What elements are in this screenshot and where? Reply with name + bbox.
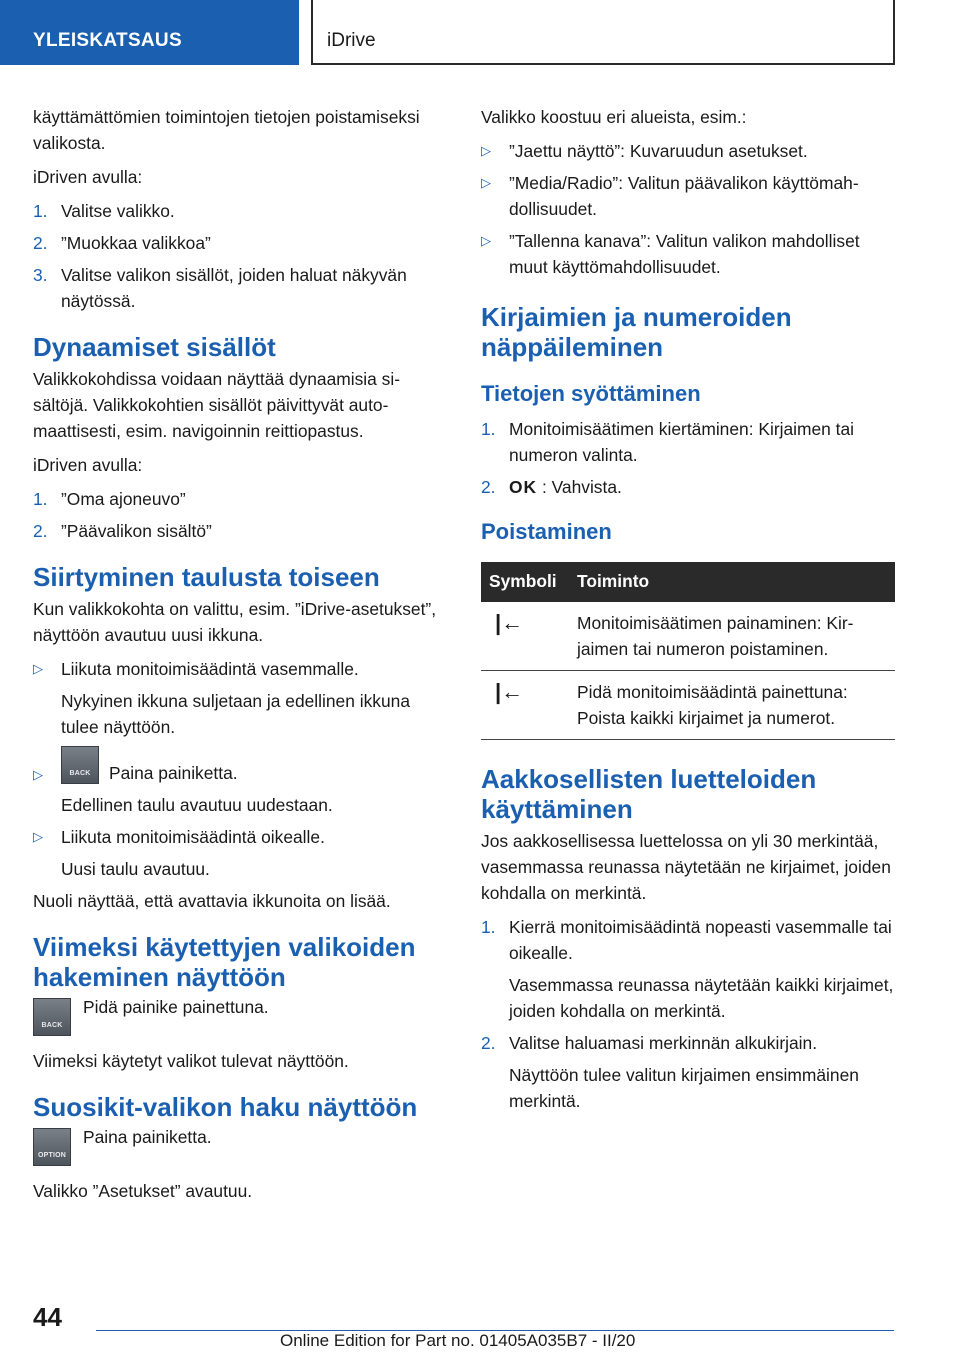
bullet-item: ▷ ”Tallenna kanava”: Valitun valikon mahdolliset muut käyttömahdollisuudet. — [481, 228, 897, 280]
paragraph: Kun valikkokohta on valittu, esim. ”iDrive-asetukset”, näyttöön avautuu uusi ikkuna. — [33, 599, 437, 645]
bullet-item: ▷ BACK Paina painiketta. — [33, 746, 443, 786]
heading-siirtyminen: Siirtyminen taulusta toiseen — [33, 562, 380, 592]
page-number: 44 — [33, 1302, 62, 1332]
list-item: 1. Kierrä monitoimisäädintä nopeasti vasemmalle tai oikealle. — [481, 917, 892, 963]
triangle-bullet-icon: ▷ — [481, 175, 491, 190]
list-item: 2. Valitse haluamasi merkinnän alkukirjain. — [481, 1033, 818, 1053]
list-item: 2. ”Muokkaa valikkoa” — [33, 233, 211, 253]
triangle-bullet-icon: ▷ — [481, 233, 491, 248]
heading-kirjaimien: Kirjaimien ja numeroiden näppäileminen — [481, 302, 792, 362]
right-column — [481, 104, 897, 1120]
paragraph: Nuoli näyttää, että avattavia ikkunoita on lisää. — [33, 891, 391, 911]
list-item: 1. ”Oma ajoneuvo” — [33, 489, 186, 509]
bullet-item: ▷ ”Media/Radio”: Valitun päävalikon käyttömahdollisuudet. — [481, 170, 897, 222]
list-subtext: Näyttöön tulee valitun kirjaimen ensimmäinen merkintä. — [509, 1065, 859, 1111]
paragraph: Viimeksi käytetyt valikot tulevat näyttöön. — [33, 1051, 349, 1071]
heading-aakkosellisten: Aakkosellisten luetteloiden käyttäminen — [481, 764, 817, 824]
list-item: 2. ”Päävalikon sisältö” — [33, 521, 212, 541]
list-item: 3. Valitse valikon sisällöt, joiden haluat näkyvän näytössä. — [33, 265, 407, 311]
paragraph: Valikko ”Asetukset” avautuu. — [33, 1181, 253, 1201]
list-item: 1. Monitoimisäätimen kiertäminen: Kirjaimen tai numeron valinta. — [481, 419, 855, 465]
idrive-label: iDriven avulla: — [33, 455, 143, 475]
list-item: 1. Valitse valikko. — [33, 201, 175, 221]
list-item: 2. OK : Vahvista. — [481, 474, 897, 500]
header-section-tab — [0, 0, 299, 65]
table-row — [481, 671, 895, 740]
option-button-icon: OPTION — [33, 1128, 71, 1166]
header-chapter-title: iDrive — [327, 30, 376, 51]
table-header-cell: Symboli — [481, 562, 569, 602]
list-subtext: Vasemmassa reunassa näytetään kaikki kirjaimet, joiden kohdalla on merkintä. — [509, 975, 894, 1021]
table-header-row — [481, 562, 895, 602]
symbol-table — [481, 562, 895, 740]
heading-suosikit: Suosikit-valikon haku näyttöön — [33, 1092, 418, 1122]
heading-viimeksi: Viimeksi käytettyjen valikoiden hakeminen näyttöön — [33, 932, 416, 992]
bullet-item: ▷ Liikuta monitoimisäädintä oikealle. — [33, 824, 443, 850]
header-section-title: YLEISKATSAUS — [33, 30, 182, 51]
heading-poistaminen: Poistaminen — [481, 519, 612, 544]
footer-edition: Online Edition for Part no. 01405A035B7 - II/20 — [280, 1331, 636, 1350]
triangle-bullet-icon: ▷ — [33, 661, 43, 676]
intro-text: käyttämättömien toimintojen tietojen poistamiseksi valikosta. — [33, 107, 420, 153]
table-cell: Monitoimisäätimen painaminen: Kirjaimen tai numeron poistaminen. — [569, 602, 895, 671]
triangle-bullet-icon: ▷ — [33, 829, 43, 844]
ok-icon: OK — [509, 477, 538, 497]
triangle-bullet-icon: ▷ — [481, 143, 491, 158]
bullet-subtext: Nykyinen ikkuna suljetaan ja edellinen ikkuna tulee näyttöön. — [61, 691, 410, 737]
triangle-bullet-icon: ▷ — [33, 767, 43, 782]
back-button-icon: BACK — [33, 998, 71, 1036]
table-header-cell: Toiminto — [569, 562, 895, 602]
bullet-subtext: Uusi taulu avautuu. — [61, 859, 210, 879]
delete-arrow-icon: |← — [495, 679, 524, 704]
bullet-item: ▷ Liikuta monitoimisäädintä vasemmalle. — [33, 656, 443, 682]
header-chapter-box — [311, 0, 895, 65]
idrive-label: iDriven avulla: — [33, 167, 143, 187]
paragraph: Jos aakkosellisessa luettelossa on yli 30 merkintää, vasemmassa reunassa näytetään ne kirjaimet, joiden kohdalla on merkintä. — [481, 831, 891, 903]
heading-dynaamiset: Dynaamiset sisällöt — [33, 332, 276, 362]
paragraph: Valikkokohdissa voidaan näyttää dynaamisia sisältöjä. Valikkokohtien sisällöt päivittyvät automaattisesti, esim. navigoinnin reittiopastus. — [33, 369, 401, 441]
left-column — [33, 104, 443, 1212]
icon-row: OPTION Paina painiketta. — [33, 1128, 443, 1166]
bullet-item: ▷ ”Jaettu näyttö”: Kuvaruudun asetukset. — [481, 138, 897, 164]
heading-tietojen-syottaminen: Tietojen syöttäminen — [481, 381, 701, 406]
table-cell: Pidä monitoimisäädintä painettuna: Poista kaikki kirjaimet ja numerot. — [569, 671, 895, 740]
back-button-icon: BACK — [61, 746, 99, 784]
icon-row: BACK Pidä painike painettuna. — [33, 998, 443, 1036]
intro-text: Valikko koostuu eri alueista, esim.: — [481, 107, 747, 127]
bullet-subtext: Edellinen taulu avautuu uudestaan. — [61, 795, 333, 815]
table-row — [481, 602, 895, 671]
delete-arrow-icon: |← — [495, 610, 524, 635]
